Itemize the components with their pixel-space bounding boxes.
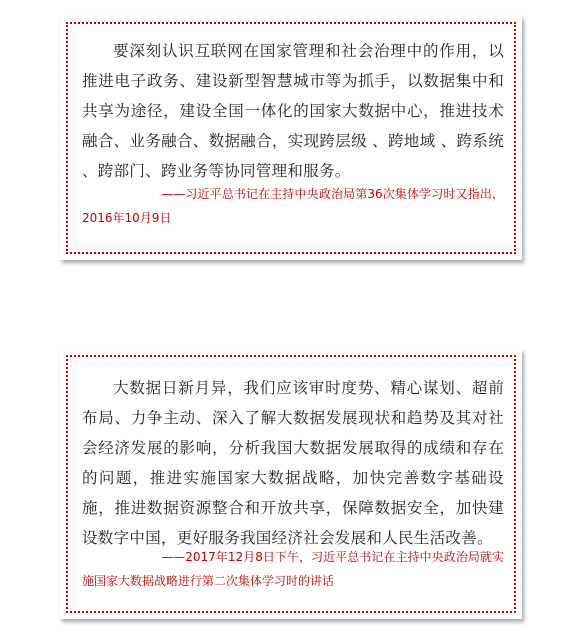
quote-body-text: 大数据日新月异，我们应该审时度势、精心谋划、超前布局、力争主动、深入了解大数据发展现状和趋势及其对社会经济发展的影响，分析我国大数据发展取得的成绩和存在的问题，推进实施国家大数据战略，加快完善数字基础设施，推进数据资源整合和开放共享，保障数据安全，加快建设数字中国，更好服务我国经济社会发展和人民生活改善。 (82, 379, 504, 547)
quote-source-attribution: ——2017年12月8日下午，习近平总书记在主持中央政治局就实施国家大数据战略进行第二次集体学习时的讲话 (82, 550, 504, 588)
quote-card-2 (60, 349, 522, 619)
quote-card-1 (60, 16, 522, 260)
quote-source-attribution: ——习近平总书记在主持中央政治局第36次集体学习时又指出，2016年10月9日 (82, 187, 504, 225)
quote-body-text: 要深刻认识互联网在国家管理和社会治理中的作用，以推进电子政务、建设新型智慧城市等为抓手，以数据集中和共享为途径，建设全国一体化的国家大数据中心，推进技术融合、业务融合、数据融合，实现跨层级 、跨地域 、跨系统 、跨部门、跨业务等协同管理和服务。 (82, 42, 504, 180)
